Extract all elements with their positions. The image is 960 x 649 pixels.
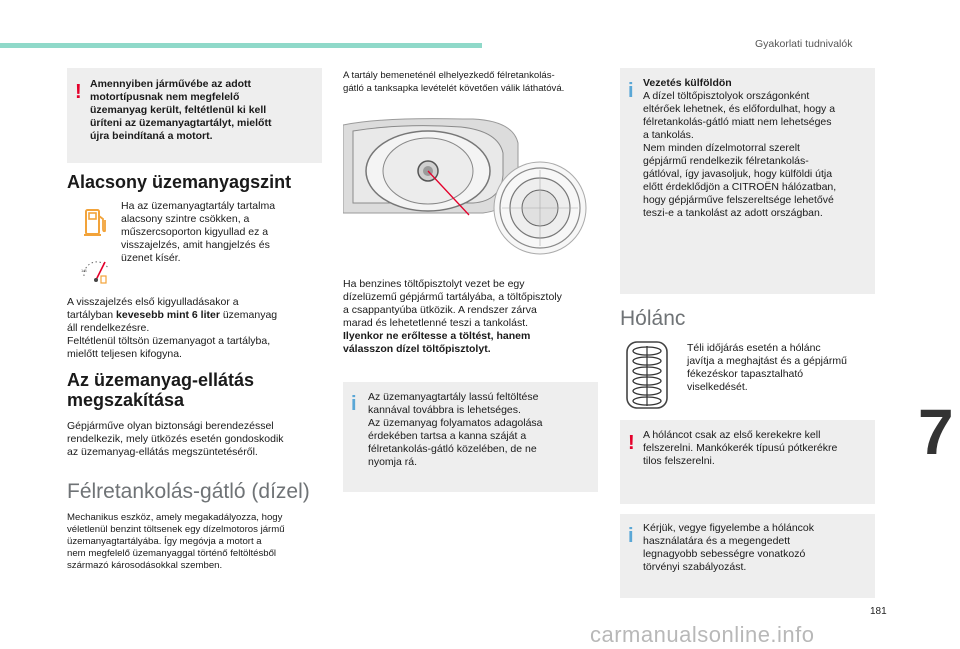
chapter-number: 7 [918, 396, 954, 468]
abroad-text-line: Nem minden dízelmotorral szerelt [643, 142, 800, 154]
low-fuel-text-line: alacsony szintre csökken, a [121, 213, 250, 225]
info-text-line: Az üzemanyag folyamatos adagolása [368, 417, 543, 429]
low-fuel-para-line: mielőtt teljesen kifogyna. [67, 348, 182, 360]
info-icon: i [628, 525, 634, 547]
fuel-filler-photo [343, 113, 597, 263]
warning-text-line: Amennyiben járművébe az adott [90, 78, 252, 90]
snow-chain-text-line: viselkedését. [687, 381, 748, 393]
info-box-chain-regulations [620, 514, 875, 598]
info-text-line: érdekében tartsa a kanna száját a [368, 430, 527, 442]
chain-info-text-line: törvényi szabályozást. [643, 561, 747, 573]
info-box-driving-abroad [620, 68, 875, 294]
low-fuel-text-line: Ha az üzemanyagtartály tartalma [121, 200, 276, 212]
chain-info-text-line: Kérjük, vegye figyelembe a hóláncok [643, 522, 815, 534]
warning-icon: ! [75, 81, 82, 103]
abroad-text-line: gátlóval, így javasoljuk, hogy külföldi útja [643, 168, 833, 180]
misfuel-para-line: Ha benzines töltőpisztolyt vezet be egy [343, 278, 525, 290]
snow-chain-text-line: javítja a meghajtást és a gépjármű [687, 355, 847, 367]
snow-chain-text-line: Téli időjárás esetén a hólánc [687, 342, 821, 354]
low-fuel-para-line: áll rendelkezésre. [67, 322, 150, 334]
svg-text:1/8: 1/8 [81, 268, 87, 273]
heading-misfuel-prevention: Félretankolás-gátló (dízel) [67, 480, 310, 503]
info-icon: i [628, 80, 634, 102]
warning-text-line: üzemanyag került, feltétlenül ki kell [90, 104, 267, 116]
abroad-text-line: gépjármű rendelkezik félretankolás- [643, 155, 809, 167]
misfuel-text-line: Mechanikus eszköz, amely megakadályozza, hogy [67, 512, 283, 523]
misfuel-text-line: származó károsodásokkal szemben. [67, 560, 223, 571]
header-accent-bar [0, 43, 482, 48]
watermark: carmanualsonline.info [590, 622, 815, 647]
heading-low-fuel: Alacsony üzemanyagszint [67, 172, 292, 192]
abroad-text-line: félretankolás-gátló miatt nem lehetséges [643, 116, 832, 128]
chain-info-text-line: használatára és a megengedett [643, 535, 791, 547]
warning-icon: ! [628, 432, 635, 454]
warning-text-line: motortípusnak nem megfelelő [90, 91, 240, 103]
low-fuel-text-line: műszercsoporton kigyullad ez a [121, 226, 269, 238]
photo-caption-line: A tartály bemeneténél elhelyezkedő félretankolás- [343, 70, 555, 81]
warning-text-line: újra beindítaná a motort. [90, 130, 213, 142]
cutoff-text-line: Gépjárműve olyan biztonsági berendezéssel [67, 420, 274, 432]
misfuel-text-line: véletlenül benzint töltsenek egy dízelmotoros jármű [67, 524, 285, 535]
low-fuel-para-line: Feltétlenül töltsön üzemanyagot a tartályba, [67, 335, 271, 347]
chain-info-text-line: legnagyobb sebességre vonatkozó [643, 548, 806, 560]
page-number: 181 [870, 606, 887, 617]
info-text-line: nyomja rá. [368, 456, 418, 468]
section-title: Gyakorlati tudnivalók [755, 38, 853, 50]
heading-fuel-cutoff-2: megszakítása [67, 390, 185, 410]
misfuel-para-line: dízelüzemű gépjármű tartályába, a töltőpisztoly [343, 291, 562, 303]
misfuel-para-bold-line: Ilyenkor ne erőltesse a töltést, hanem [343, 330, 531, 342]
heading-fuel-cutoff-1: Az üzemanyag-ellátás [67, 370, 255, 390]
fuel-gauge-icon [80, 254, 112, 286]
misfuel-para-line: a csappantyúba ütközik. A rendszer zárva [343, 304, 537, 316]
chain-warning-text-line: felszerelni. Mankókerék típusú pótkerékre [643, 442, 838, 454]
info-icon: i [351, 393, 357, 415]
abroad-text-line: eltérőek lehetnek, és előfordulhat, hogy a [643, 103, 836, 115]
low-fuel-text-line: visszajelzés, amit hangjelzés és [121, 239, 270, 251]
info-text-line: félretankolás-gátló közelében, de ne [368, 443, 537, 455]
info-box-slow-filling [343, 382, 598, 492]
chain-warning-text-line: tilos felszerelni. [643, 455, 715, 467]
misfuel-para-bold-line: válasszon dízel töltőpisztolyt. [343, 343, 491, 355]
fuel-pump-icon [84, 207, 108, 237]
abroad-text-line: előtt érdeklődjön a CITROËN hálózatban, [643, 181, 837, 193]
abroad-text-line: teszi-e a tankolást az adott országban. [643, 207, 823, 219]
snow-chain-text-line: fékezéskor tapasztalható [687, 368, 804, 380]
heading-snow-chains: Hólánc [620, 307, 686, 330]
warning-box-chains-front [620, 420, 875, 504]
misfuel-text-line: üzemanyagtartályába. Így megóvja a motort a [67, 536, 262, 547]
abroad-text-line: A dízel töltőpisztolyok országonként [643, 90, 810, 102]
misfuel-para-line: marad és lehetetlenné teszi a tankolást. [343, 317, 529, 329]
warning-text-line: üríteni az üzemanyagtartályt, mielőtt [90, 117, 272, 129]
low-fuel-text-line: üzenet kísér. [121, 252, 181, 264]
info-text-line: kannával továbbra is lehetséges. [368, 404, 521, 416]
snow-chain-icon [624, 340, 670, 410]
misfuel-text-line: nem megfelelő üzemanyaggal történő feltöltésből [67, 548, 277, 559]
info-text-line: Az üzemanyagtartály lassú feltöltése [368, 391, 539, 403]
cutoff-text-line: az üzemanyag-ellátás megszüntetéséről. [67, 446, 258, 458]
photo-caption-line: gátló a tanksapka levételét követően válik láthatóvá. [343, 83, 565, 94]
low-fuel-para-line: tartályban kevesebb mint 6 liter üzemanyag [67, 309, 278, 321]
chain-warning-text-line: A hóláncot csak az első kerekekre kell [643, 429, 821, 441]
abroad-text-line: hogy gépjárműve felszereltsége lehetővé [643, 194, 834, 206]
info-box-title: Vezetés külföldön [643, 77, 732, 89]
abroad-text-line: a tankolás. [643, 129, 694, 141]
cutoff-text-line: rendelkezik, mely ütközés esetén gondoskodik [67, 433, 284, 445]
warning-box-wrong-fuel [67, 68, 322, 163]
low-fuel-para-line: A visszajelzés első kigyulladásakor a [67, 296, 239, 308]
